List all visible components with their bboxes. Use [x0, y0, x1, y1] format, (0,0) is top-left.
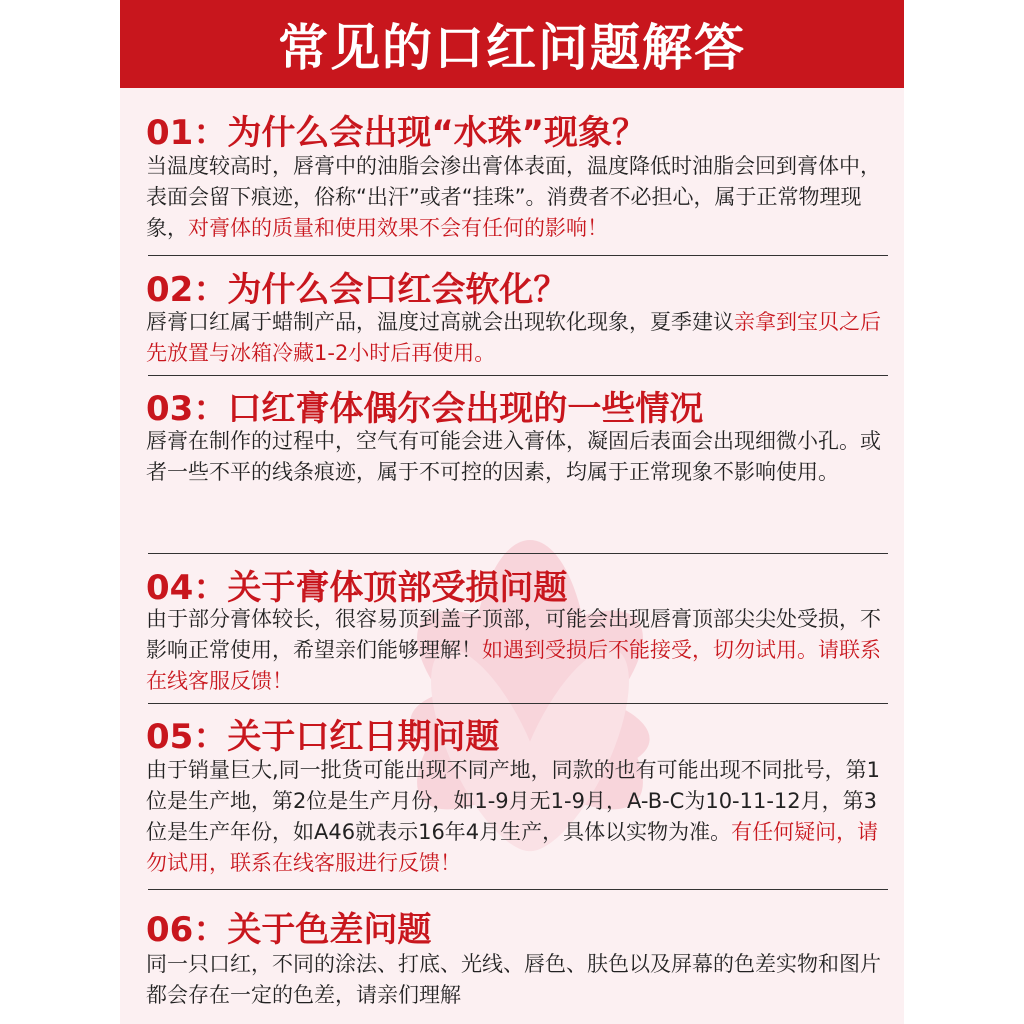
answer-text: 由于销量巨大,同一批货可能出现不同产地，同款的也有可能出现不同批号，第1位是生产地，第2位是生产月份，如1-9月无1-9月，A-B-C为10-11-12月，第3位是生产年份，如A46就表示16年4月生产，具体以实物为准。	[146, 758, 881, 844]
question-05-title: 05：关于口红日期问题	[146, 717, 500, 757]
section-divider	[148, 889, 888, 890]
question-01-title: 01：为什么会出现“水珠”现象？	[146, 113, 647, 153]
answer-text: 由于部分膏体较长，很容易顶到盖子顶部，可能会出现唇膏顶部尖尖处受损，不影响正常使用，希望亲们能够理解！	[146, 607, 881, 662]
section-divider	[148, 375, 888, 376]
title-banner	[120, 0, 904, 88]
question-03-title: 03：口红膏体偶尔会出现的一些情况	[146, 389, 704, 429]
question-01-answer	[146, 151, 896, 244]
answer-text: 唇膏在制作的过程中，空气有可能会进入膏体，凝固后表面会出现细微小孔。或者一些不平的线条痕迹，属于不可控的因素，均属于正常现象不影响使用。	[146, 429, 881, 484]
section-divider	[148, 255, 888, 256]
question-05-answer	[146, 755, 896, 879]
question-04-answer	[146, 604, 896, 697]
faq-sheet	[120, 0, 904, 1024]
question-06-title: 06：关于色差问题	[146, 910, 432, 950]
answer-highlight: 对膏体的质量和使用效果不会有任何的影响！	[188, 216, 608, 240]
question-02-title: 02：为什么会口红会软化？	[146, 270, 568, 310]
answer-highlight: 亲拿到宝贝之后先放置与冰箱冷藏1-2小时后再使用。	[146, 310, 881, 365]
answer-text: 同一只口红，不同的涂法、打底、光线、唇色、肤色以及屏幕的色差实物和图片都会存在一定的色差，请亲们理解	[146, 952, 881, 1007]
answer-text: 当温度较高时，唇膏中的油脂会渗出膏体表面，温度降低时油脂会回到膏体中，表面会留下痕迹，俗称“出汗”或者“挂珠”。消费者不必担心，属于正常物理现象，	[146, 154, 881, 240]
question-04-title: 04：关于膏体顶部受损问题	[146, 568, 568, 608]
question-02-answer	[146, 307, 896, 369]
question-06-answer	[146, 949, 896, 1011]
page-title: 常见的口红问题解答	[278, 19, 746, 77]
answer-text: 唇膏口红属于蜡制产品，温度过高就会出现软化现象，夏季建议	[146, 310, 734, 334]
section-divider	[148, 703, 888, 704]
question-03-answer	[146, 426, 896, 488]
answer-highlight: 如遇到受损后不能接受，切勿试用。请联系在线客服反馈！	[146, 638, 881, 693]
section-divider	[148, 553, 888, 554]
answer-highlight: 有任何疑问，请勿试用，联系在线客服进行反馈！	[146, 820, 879, 875]
